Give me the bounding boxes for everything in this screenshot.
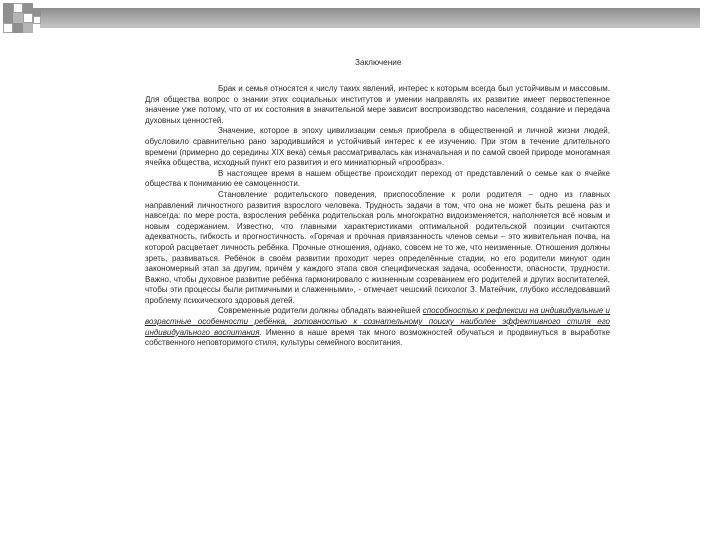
deco-square [3,23,13,33]
deco-square [13,3,23,13]
deco-square [23,23,33,33]
paragraph-1 [145,84,610,126]
paragraph-2 [145,126,610,168]
paragraph-3 [145,169,610,190]
paragraph-5-emphasis: способностью к рефлексии на индивидуальные и возрастные особенности ребёнка, готовностью к сознательному поиску наиболее эффективного стиля его индивидуального воспитания [145,306,610,337]
paragraph-5-text-end: . Именно в наше время так много возможностей обучаться и продвинуться в выработке собственного неповторимого стиля, культуры семейного воспитания. [145,327,610,348]
top-decorative-bar [40,8,700,28]
paragraph-5 [145,306,610,348]
deco-square [13,13,23,23]
deco-square [33,8,41,16]
paragraph-4 [145,190,610,307]
deco-square [23,13,33,23]
document-body [145,84,610,349]
paragraph-2-text: Значение, которое в эпоху цивилизации семья приобрела в общественной и личной жизни людей, обусловило сравнительно рано зародившийся и устойчивый интерес к ее изучению. При этом в течение длительного времени (примерно до середины XIX века) семья рассматривалась как изначальная и по самой своей природе моногамная ячейка общества, исходный пункт его развития и его миниатюрный «прообраз». [145,126,610,168]
deco-square [33,16,41,24]
deco-square [23,3,33,13]
paragraph-5-text: Современные родители должны обладать важнейшей [218,306,423,316]
page-title: Заключение [355,58,402,67]
paragraph-3-text: В настоящее время в нашем обществе происходит переход от представлений о семье как о ячейке общества к пониманию ее самоценности. [145,168,610,189]
paragraph-1-text: Брак и семья относятся к числу таких явлений, интерес к которым всегда был устойчивым и массовым. Для общества вопрос о знании этих социальных институтов и умении направлять их развитие имеет первостепенное значение уже потому, что от их состояния в значительной мере зависит воспроизводство населения, создание и передача духовных ценностей. [145,84,610,125]
deco-square [3,3,13,13]
deco-square [3,13,13,23]
deco-square [13,23,23,33]
paragraph-4-text: Становление родительского поведения, приспособление к роли родителя – одно из главных направлений личностного развития взрослого человека. Трудность задачи в том, что она не может быть решена раз и навсегда: по мере роста, взросления ребёнка родительская роль многократно видоизменяется, наполняется всё новым и новым содержанием. Известно, что главными характеристиками оптимальной родительской позиции считаются адекватность, гибкость и прогностичность. «Горячая и прочная привязанность членов семьи – это живительная почва, на которой расцветает личность ребёнка. Прочные отношения, однако, совсем не то же, что неизменные. Отношения должны зреть, развиваться. Ребёнок в своём развитии проходит через определённые стадии, но его родители минуют один закономерный этап за другим, причём у каждого этапа своя специфическая задача, особенности, опасности, трудности. Важно, чтобы духовное развитие ребёнка гармонировало с жизненным созреванием его родителей и других воспитателей, чтобы эти процессы были ритмичными и слаженными», - отмечает чешский психолог З. Матейчик, глубоко исследовавший проблему психического здоровья детей. [145,189,610,305]
